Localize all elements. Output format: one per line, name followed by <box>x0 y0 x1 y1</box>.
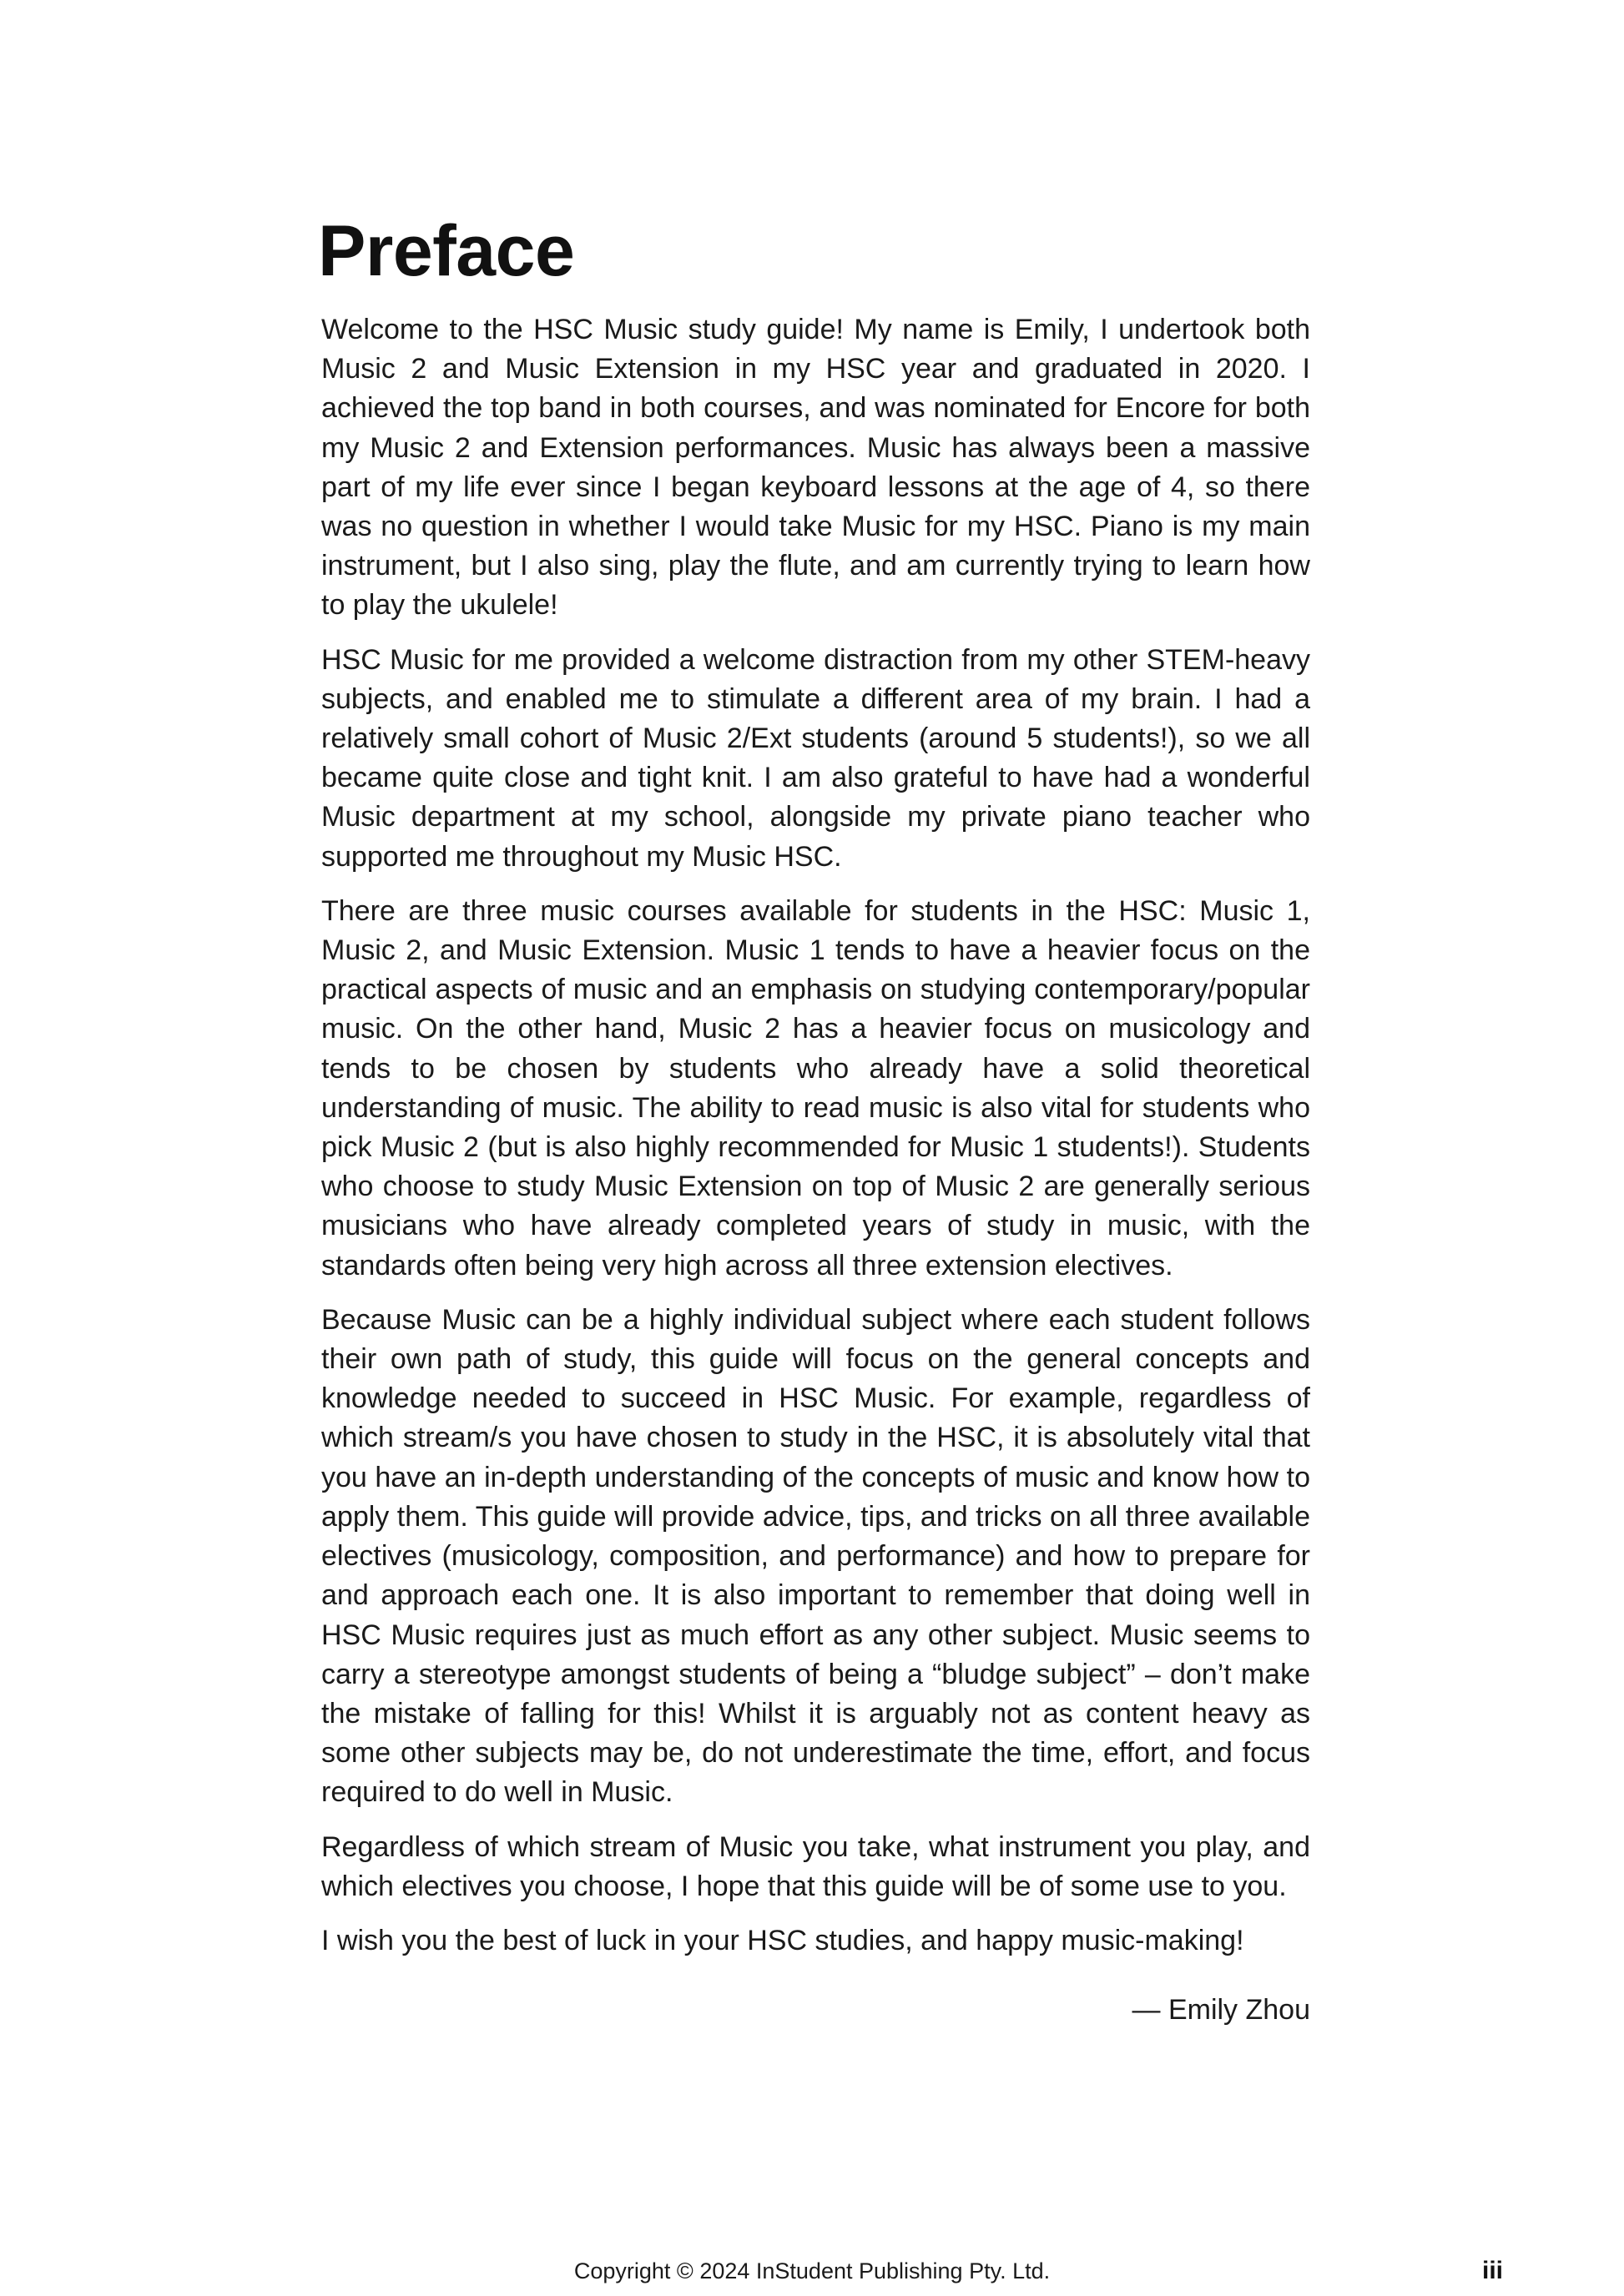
paragraph-wishes: I wish you the best of luck in your HSC studies, and happy music-making! <box>321 1924 1244 1956</box>
copyright-notice: Copyright © 2024 InStudent Publishing Pty. Ltd. <box>573 2258 1051 2283</box>
paragraph-courses: There are three music courses available for students in the HSC: Music 1, Music 2, and Music Extension. Music 1 tends to have a heavier focus on the practical aspects of music and an emphasis on studying contemporary/popular music. On the other hand, Music 2 has a heavier focus on musicology and tends to be chosen by students who already have a solid theoretical understanding of music. The ability to read music is also vital for students who pick Music 2 (but is also highly recommended for Music 1 students!). Students who choose to study Music Extension on top of Music 2 are generally serious musicians who have already completed years of study in music, with the standards often being very high across all three extension electives. <box>321 894 1310 1281</box>
paragraph-experience: HSC Music for me provided a welcome distraction from my other STEM-heavy subjects, and enabled me to stimulate a different area of my brain. I had a relatively small cohort of Music 2/Ext students (around 5 students!), so we all became quite close and tight knit. I am also grateful to have had a wonderful Music department at my school, alongside my private piano teacher who supported me throughout my Music HSC. <box>321 643 1310 873</box>
page-footer <box>0 2254 1624 2288</box>
paragraph-hope: Regardless of which stream of Music you take, what instrument you play, and which electives you choose, I hope that this guide will be of some use to you. <box>321 1830 1310 1902</box>
author-signature: — Emily Zhou <box>1132 1994 1310 2027</box>
paragraph-guide-focus: Because Music can be a highly individual subject where each student follows their own path of study, this guide will focus on the general concepts and knowledge needed to succeed in HSC Music. For example, regardless of which stream/s you have chosen to study in the HSC, it is absolutely vital that you have an in-depth understanding of the concepts of music and know how to apply them. This guide will provide advice, tips, and tricks on all three available electives (musicology, composition, and performance) and how to prepare for and approach each one. It is also important to remember that doing well in HSC Music requires just as much effort as any other subject. Music seems to carry a stereotype amongst students of being a “bludge subject” – don’t make the mistake of falling for this! Whilst it is arguably not as content heavy as some other subjects may be, do not underestimate the time, effort, and focus required to do well in Music. <box>321 1303 1310 1809</box>
paragraph-intro: Welcome to the HSC Music study guide! My name is Emily, I undertook both Music 2 and Music Extension in my HSC year and graduated in 2020. I achieved the top band in both courses, and was nominated for Encore for both my Music 2 and Extension performances. Music has always been a massive part of my life ever since I began keyboard lessons at the age of 4, so there was no question in whether I would take Music for my HSC. Piano is my main instrument, but I also sing, play the flute, and am currently trying to learn how to play the ukulele! <box>321 314 1310 622</box>
page-title: Preface <box>318 211 575 291</box>
page-number: iii <box>1482 2257 1504 2284</box>
page-content <box>318 211 1310 2030</box>
